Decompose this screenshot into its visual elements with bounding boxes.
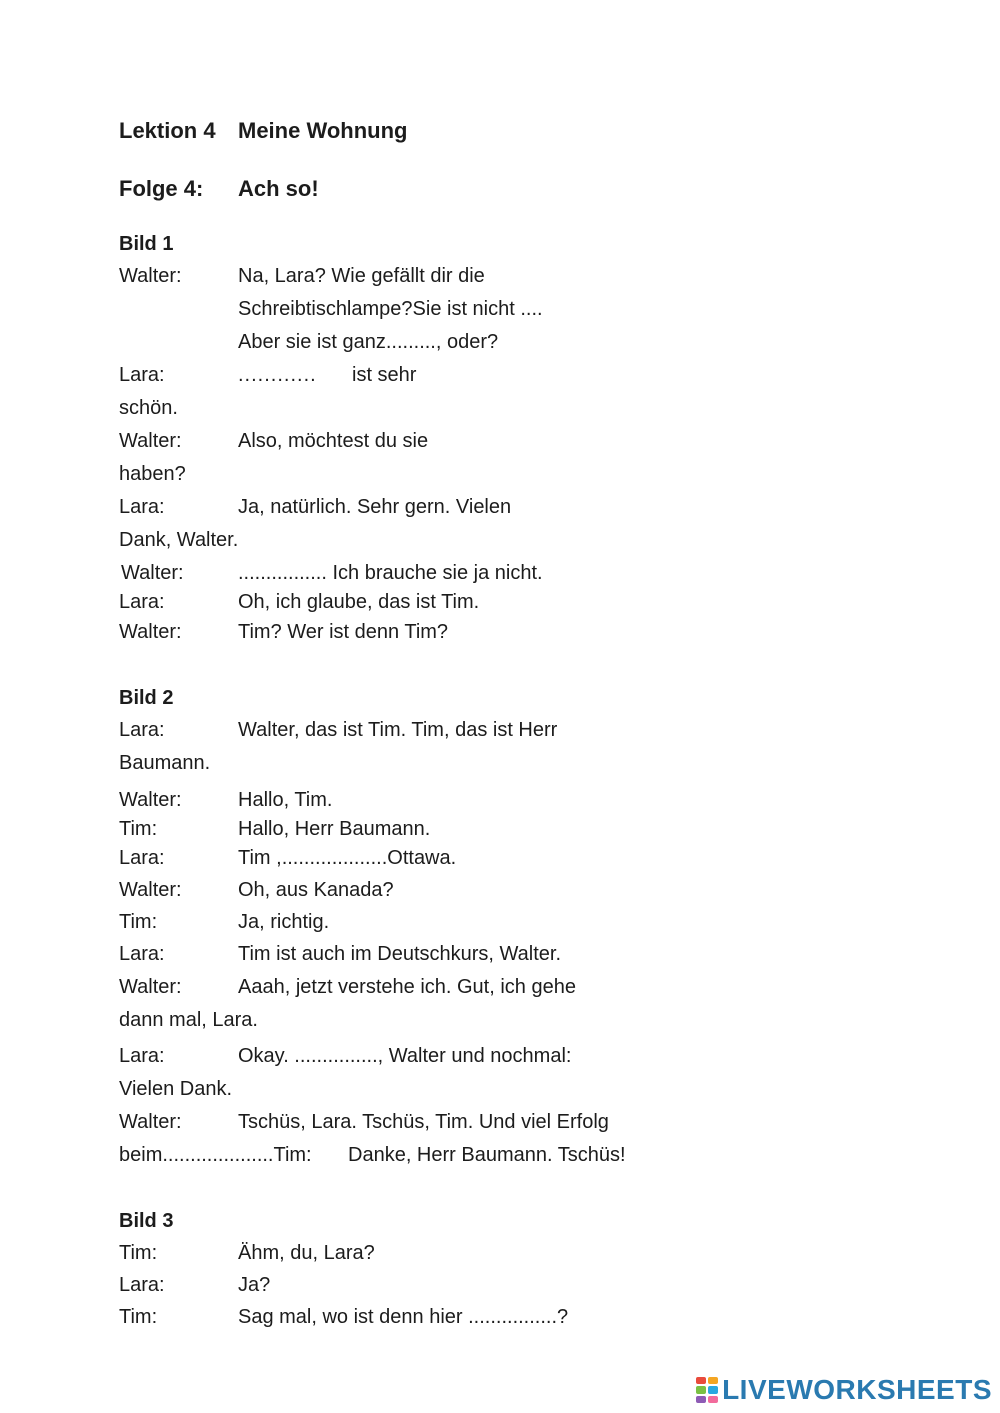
dialogue-text: ist sehr	[352, 364, 417, 386]
dialogue-text: Schreibtischlampe?Sie ist nicht ....	[238, 298, 543, 320]
dialogue-blank[interactable]: ............	[238, 364, 317, 386]
speaker-label: Walter:	[119, 789, 182, 811]
logo-tile-4	[708, 1386, 718, 1393]
dialogue-text: Oh, ich glaube, das ist Tim.	[238, 591, 480, 613]
speaker-label: Walter:	[119, 430, 182, 452]
speaker-label: Tim:	[119, 911, 158, 933]
episode-label: Folge 4:	[119, 176, 204, 201]
dialogue-text: Tim ist auch im Deutschkurs, Walter.	[238, 943, 562, 965]
dialogue-text: Oh, aus Kanada?	[238, 879, 394, 901]
speaker-label: Walter:	[121, 562, 184, 584]
speaker-label: Lara:	[119, 719, 165, 741]
speaker-label: Walter:	[119, 1111, 182, 1133]
dialogue-text: Ja, richtig.	[238, 911, 330, 933]
dialogue-text: Okay. ..............., Walter und nochmal:	[238, 1045, 572, 1067]
dialogue-text: Hallo, Tim.	[238, 789, 333, 811]
dialogue-text: Tim? Wer ist denn Tim?	[238, 621, 449, 643]
logo-tile-3	[696, 1386, 706, 1393]
speaker-label: Tim:	[119, 818, 158, 840]
logo-tile-1	[696, 1377, 706, 1384]
speaker-label: Lara:	[119, 1274, 165, 1296]
dialogue-wrap-text: Vielen Dank.	[119, 1078, 233, 1100]
dialogue-text: Walter, das ist Tim. Tim, das ist Herr	[238, 719, 558, 741]
speaker-label: Lara:	[119, 1045, 165, 1067]
dialogue-text: Sag mal, wo ist denn hier ................?	[238, 1306, 569, 1328]
dialogue-text: Tim ,...................Ottawa.	[238, 847, 457, 869]
lesson-label: Lektion 4	[119, 118, 216, 143]
section-title-bild-1: Bild 1	[119, 233, 174, 255]
dialogue-text: Na, Lara? Wie gefällt dir die	[238, 265, 485, 287]
dialogue-text: ................ Ich brauche sie ja nicht.	[238, 562, 543, 584]
dialogue-text: Ja?	[238, 1274, 271, 1296]
speaker-label: Lara:	[119, 943, 165, 965]
speaker-label: Lara:	[119, 591, 165, 613]
speaker-label: Lara:	[119, 496, 165, 518]
dialogue-wrap-text: Baumann.	[119, 752, 211, 774]
episode-title: Ach so!	[238, 176, 319, 201]
speaker-label: Lara:	[119, 847, 165, 869]
dialogue-wrap-text: dann mal, Lara.	[119, 1009, 258, 1031]
brand-name: LIVEWORKSHEETS	[722, 1374, 992, 1405]
logo-tile-5	[696, 1396, 706, 1403]
speaker-label: Lara:	[119, 364, 165, 386]
lesson-title: Meine Wohnung	[238, 118, 408, 143]
section-title-bild-3: Bild 3	[119, 1210, 174, 1232]
speaker-label: Walter:	[119, 976, 182, 998]
speaker-label: Tim:	[119, 1242, 158, 1264]
dialogue-text: Tschüs, Lara. Tschüs, Tim. Und viel Erfolg	[238, 1111, 609, 1133]
speaker-label: Tim:	[119, 1306, 158, 1328]
liveworksheets-logo-icon	[696, 1377, 718, 1403]
logo-tile-2	[708, 1377, 718, 1384]
liveworksheets-logo[interactable]	[696, 1373, 992, 1407]
dialogue-text: Ähm, du, Lara?	[238, 1242, 375, 1264]
dialogue-wrap-text: beim....................Tim:	[119, 1144, 312, 1166]
dialogue-text: Aaah, jetzt verstehe ich. Gut, ich gehe	[238, 976, 576, 998]
speaker-label: Walter:	[119, 265, 182, 287]
section-title-bild-2: Bild 2	[119, 687, 174, 709]
logo-tile-6	[708, 1396, 718, 1403]
speaker-label: Walter:	[119, 879, 182, 901]
dialogue-wrap-text: haben?	[119, 463, 186, 485]
dialogue-text: Also, möchtest du sie	[238, 430, 429, 452]
dialogue-text: Aber sie ist ganz........., oder?	[238, 331, 499, 353]
dialogue-text: Hallo, Herr Baumann.	[238, 818, 431, 840]
dialogue-wrap-text: Dank, Walter.	[119, 529, 239, 551]
dialogue-wrap-text: schön.	[119, 397, 178, 419]
dialogue-text: Ja, natürlich. Sehr gern. Vielen	[238, 496, 512, 518]
dialogue-text: Danke, Herr Baumann. Tschüs!	[348, 1144, 626, 1166]
speaker-label: Walter:	[119, 621, 182, 643]
